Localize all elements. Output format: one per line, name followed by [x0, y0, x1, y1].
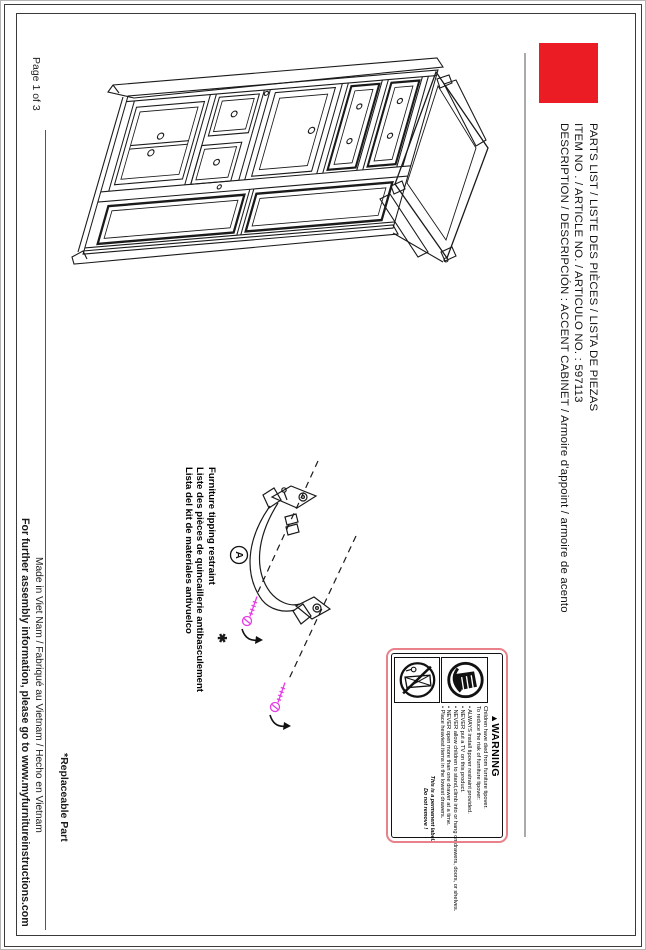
warning-triangle-icon: ▲: [490, 714, 500, 724]
warning-bullet: • NEVER allow children to stand,climb into or hang on drawers, doors, or shelves.: [452, 706, 459, 912]
warning-bullet: • NEVER open more than one drawer at a time.: [445, 706, 452, 826]
title-parts-list: PARTS LIST / LISTE DES PIÈCES / LISTA DE PIEZAS: [587, 123, 599, 412]
assembly-info-note: For further assembly information, please go to www.myfurnitureinstructions.com: [19, 518, 31, 927]
permanent-note-line2: Do not remove !: [422, 788, 429, 830]
title-item-no: ITEM NO . / ARTICLE NO. / ARTICULO NO. : 597113: [572, 123, 585, 403]
permanent-label-note: [422, 706, 435, 911]
anchor-restraint-icon: [442, 657, 489, 703]
restraint-note-es: Lista del kit de materiales antivuelco: [182, 467, 194, 634]
warning-intro-2: To reduce the risk of furniture tipover:: [475, 706, 482, 800]
part-a-letter: A: [233, 551, 245, 559]
warning-bullet: • ALWAYS install tipover restraint provided.: [466, 706, 473, 814]
warning-bullets: [438, 706, 473, 911]
permanent-note-line1: This is a permanent label.: [428, 775, 435, 842]
footnote-asterisk: ✱: [215, 633, 229, 644]
replaceable-part-note: *Replaceable Part: [58, 753, 70, 842]
title-block: [556, 123, 600, 723]
warning-heading: [488, 657, 501, 834]
restraint-note-en: Furniture tipping restraint: [206, 467, 217, 585]
warning-icons-column: [394, 657, 488, 703]
tipover-warning-label: [386, 648, 508, 912]
warning-label-inner: [391, 653, 503, 912]
inner-border: [16, 13, 636, 936]
warning-body: [394, 657, 488, 912]
brand-logo-red-square: [539, 43, 598, 103]
warning-bullet: • NEVER put a TV on this product.: [459, 706, 466, 793]
restraint-note-fr: Liste des pièces de quincaillerie antibasculement: [194, 467, 206, 693]
made-in-note: Made in Viet Nam / Fabriqué au Vietnam / Hecho en Vietnam: [33, 557, 44, 833]
warning-intro-1: Children have died from furniture tipover.: [482, 706, 488, 809]
warning-text-column: [394, 706, 488, 911]
title-description: DESCRIPTION / DESCRIPCIÓN : ACCENT CABINET / Armoire d'appoint / armoire de acento: [557, 123, 570, 613]
page-number: Page 1 of 3: [30, 57, 42, 111]
restraint-note: [182, 467, 217, 707]
no-climbing-prohibition-icon: [394, 657, 441, 703]
warning-bullet: • Place heaviest items in the lowest drawers.: [438, 706, 445, 819]
warning-heading-text: WARNING: [489, 723, 501, 777]
